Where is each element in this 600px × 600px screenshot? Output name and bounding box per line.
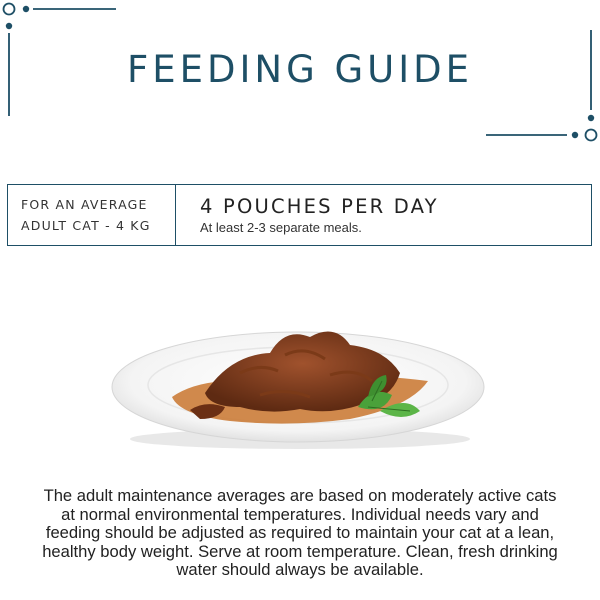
feeding-amount: 4 POUCHES PER DAY bbox=[200, 195, 439, 218]
feeding-guide-box bbox=[7, 184, 592, 246]
feeding-description: The adult maintenance averages are based on moderately active cats at normal environmental temperatures. Individual needs vary and feeding should be adjusted as required to maintain your cat at a lean, healthy body weight. Serve at room temperature. Clean, fresh drinking water should always be available. bbox=[42, 486, 558, 579]
cat-profile-line-1: FOR AN AVERAGE bbox=[21, 197, 148, 212]
feeding-note: At least 2-3 separate meals. bbox=[200, 220, 362, 235]
plate-of-cat-food-image bbox=[110, 315, 490, 455]
feeding-amount-cell bbox=[176, 185, 439, 245]
cat-profile-cell bbox=[8, 185, 176, 245]
cat-profile-line-2: ADULT CAT - 4 KG bbox=[21, 218, 151, 233]
page-title: FEEDING GUIDE bbox=[126, 48, 474, 91]
